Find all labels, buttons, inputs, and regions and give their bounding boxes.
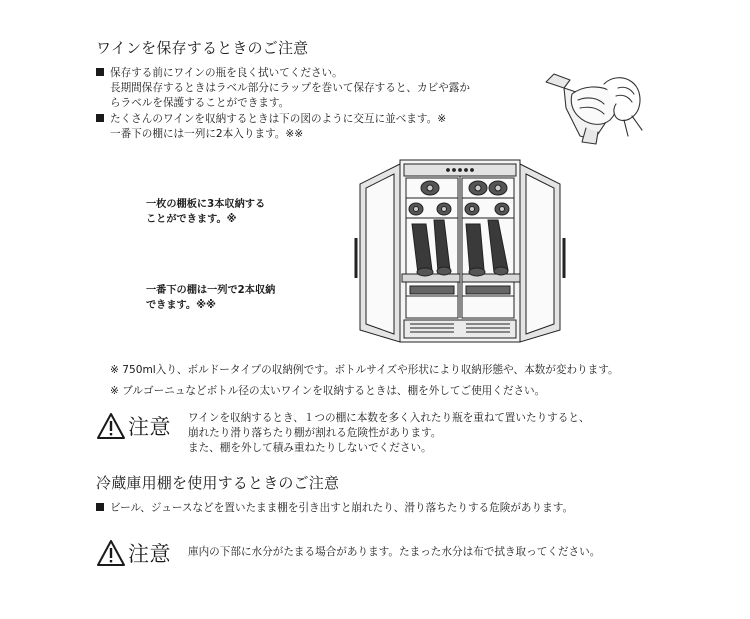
bullet-1-line-3: らラベルを保護することができます。 <box>110 97 290 110</box>
bullet-square-icon <box>96 68 104 76</box>
wine-cooler-illustration <box>348 158 570 348</box>
callout-2-line-1: 一番下の棚は一列で2本収納 <box>146 285 276 296</box>
callout-1-line-1: 一枚の棚板に3本収納する <box>146 199 266 210</box>
bullet-2-line-2: 一番下の棚には一列に2本入ります。※※ <box>110 127 304 140</box>
caution-1-line-1: ワインを収納するとき、１つの棚に本数を多く入れたり瓶を重ねて置いたりすると、 <box>188 412 590 424</box>
wine-bullet-list <box>96 66 470 142</box>
caution-2-text: 庫内の下部に水分がたまる場合があります。たまった水分は布で拭き取ってください。 <box>188 546 601 558</box>
bullet-1-line-2: 長期間保存するときはラベル部分にラップを巻いて保存すると、カビや露か <box>110 82 470 95</box>
footnotes <box>110 362 619 399</box>
callout-three-bottles <box>146 197 265 227</box>
callout-bottom-shelf <box>146 283 275 313</box>
fridge-bullet <box>96 501 573 516</box>
footnote-2: ※ ブルゴーニュなどボトル径の太いワインを収納するときは、棚を外してご使用ください。 <box>110 384 546 397</box>
bullet-square-icon <box>96 114 104 122</box>
bullet-square-icon <box>96 503 104 511</box>
bullet-1-line-1 <box>96 66 470 81</box>
footnote-1: ※ 750ml入り、ボルドータイプの収納例です。ボトルサイズや形状により収納形態や、本数が変わります。 <box>110 364 619 376</box>
callout-1-line-2: ことができます。※ <box>146 214 237 225</box>
caution-label-1 <box>96 411 171 441</box>
wipe-bottle-illustration <box>542 66 647 146</box>
caution-1-line-2: 崩れたり滑り落ちたり棚が割れる危険性があります。 <box>188 427 442 440</box>
warning-triangle-icon <box>96 539 126 567</box>
callout-2-line-2: できます。※※ <box>146 300 216 311</box>
caution-label-2 <box>96 538 171 568</box>
bullet-1-text-1: 保存する前にワインの瓶を良く拭いてください。 <box>110 67 343 79</box>
bullet-2-line-1 <box>96 112 470 127</box>
bullet-2-text-1: たくさんのワインを収納するときは下の図のように交互に並べます。※ <box>110 112 447 125</box>
caution-word: 注意 <box>128 542 171 566</box>
caution-1-text <box>188 411 590 457</box>
fridge-bullet-text: ビール、ジュースなどを置いたまま棚を引き出すと崩れたり、滑り落ちたりする危険があります。 <box>110 502 574 514</box>
fridge-section-heading: 冷蔵庫用棚を使用するときのご注意 <box>96 474 340 492</box>
warning-triangle-icon <box>96 412 126 440</box>
caution-word: 注意 <box>128 415 171 439</box>
caution-1-line-3: また、棚を外して積み重ねたりしないでください。 <box>188 442 432 455</box>
wine-section-heading: ワインを保存するときのご注意 <box>96 39 309 57</box>
